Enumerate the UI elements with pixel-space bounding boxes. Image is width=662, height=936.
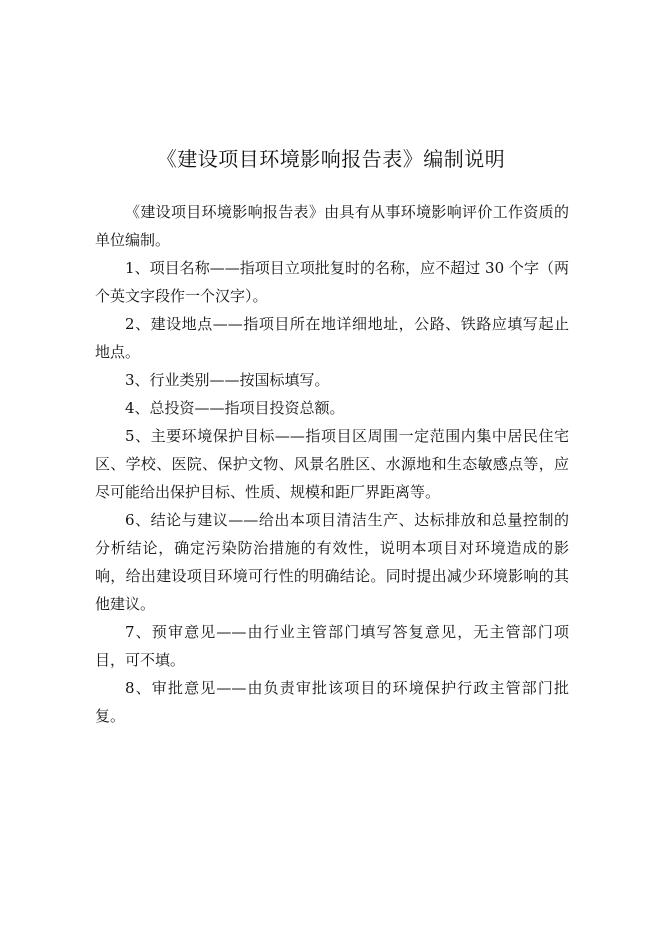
paragraph-industry-category: 3、行业类别——按国标填写。 <box>125 371 330 389</box>
paragraph-conclusions: 6、结论与建议——给出本项目清洁生产、达标排放和总量控制的分析结论，确定污染防治措施的有效性，说明本项目对环境造成的影响，给出建设项目环境可行性的明确结论。同时提出减少环境影响的其他建议。 <box>95 511 569 613</box>
page-title: 《建设项目环境影响报告表》编制说明 <box>156 147 506 171</box>
paragraph-construction-site: 2、建设地点——指项目所在地详细地址，公路、铁路应填写起止地点。 <box>95 315 569 361</box>
paragraph-total-investment: 4、总投资——指项目投资总额。 <box>125 399 345 417</box>
paragraph-protection-targets: 5、主要环境保护目标——指项目区周围一定范围内集中居民住宅区、学校、医院、保护文物、风景名胜区、水源地和生态敏感点等，应尽可能给出保护目标、性质、规模和距厂界距离等。 <box>95 427 569 501</box>
paragraph-project-name: 1、项目名称——指项目立项批复时的名称，应不超过 30 个字（两个英文字段作一个汉字）。 <box>95 259 569 305</box>
paragraph-intro: 《建设项目环境影响报告表》由具有从事环境影响评价工作资质的单位编制。 <box>95 203 569 249</box>
paragraph-preliminary-review: 7、预审意见——由行业主管部门填写答复意见，无主管部门项目，可不填。 <box>95 623 569 669</box>
paragraph-approval-opinion: 8、审批意见——由负责审批该项目的环境保护行政主管部门批复。 <box>95 679 569 725</box>
document-body <box>95 198 569 730</box>
